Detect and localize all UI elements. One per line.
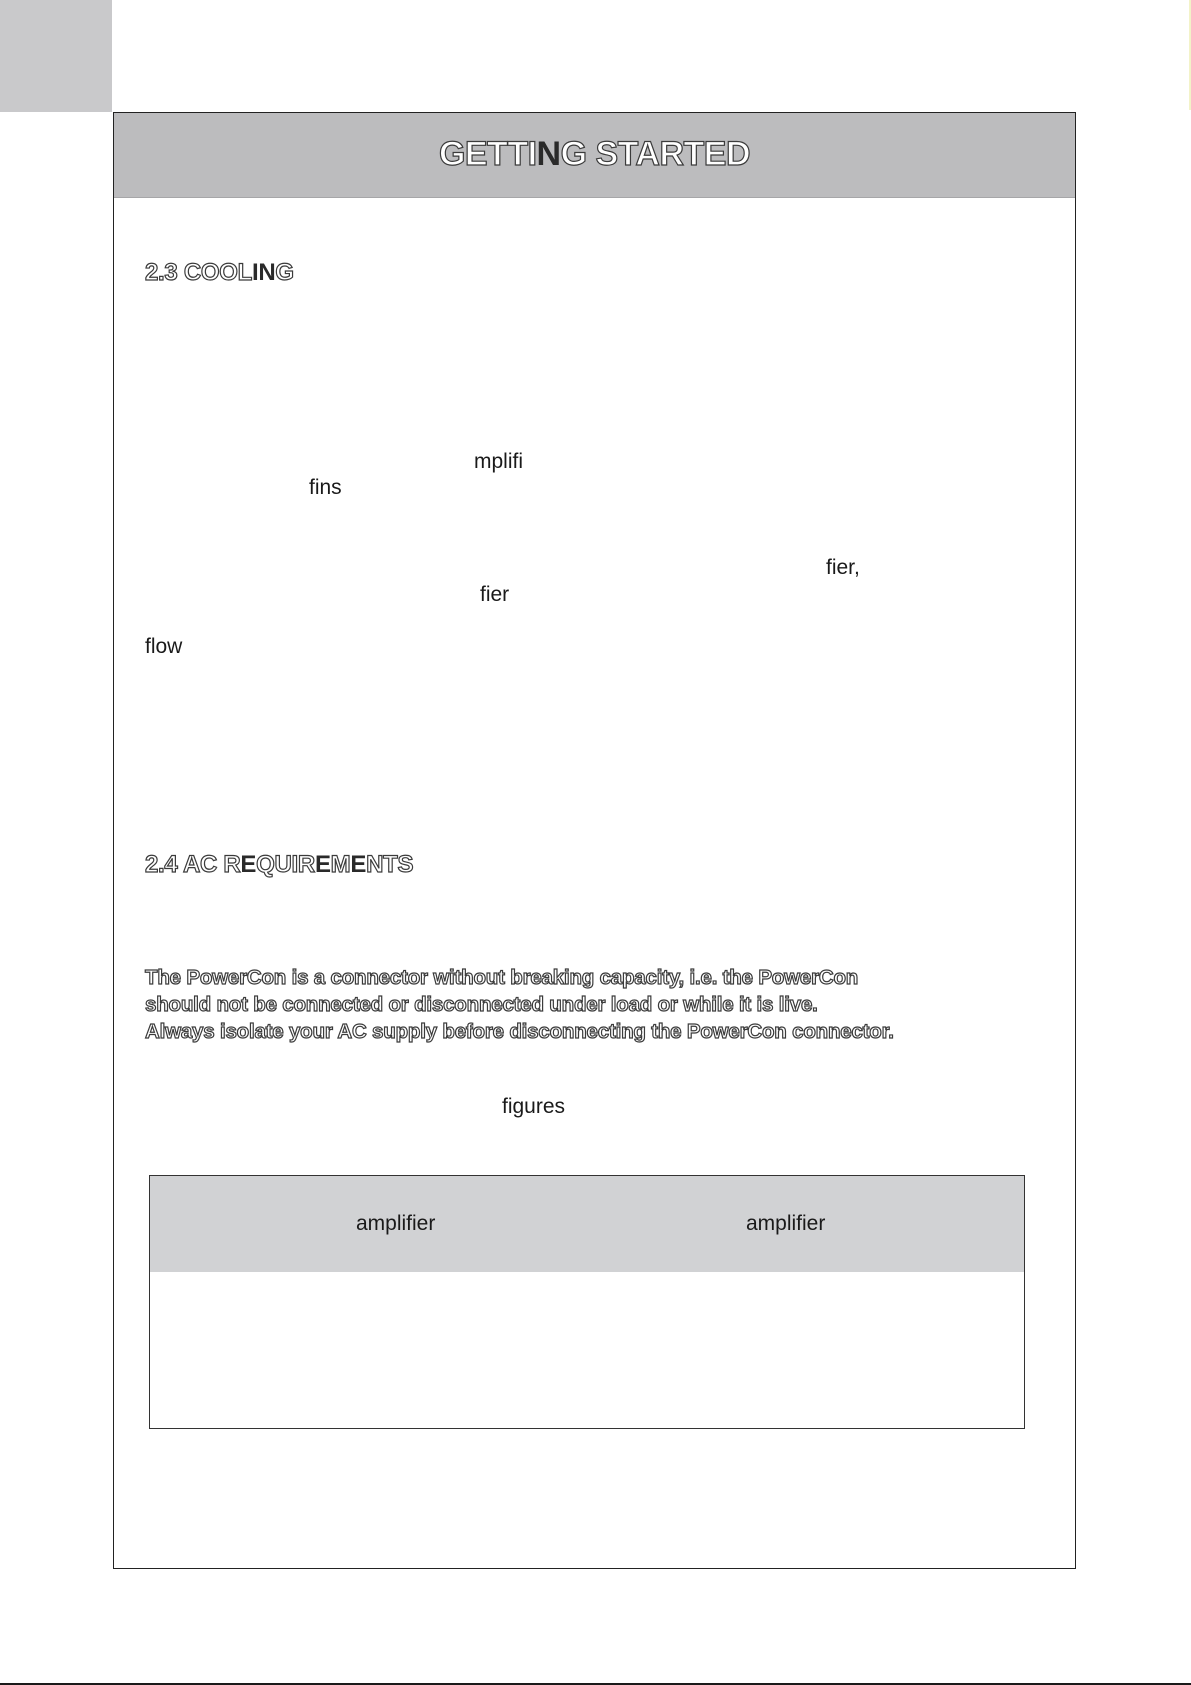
- power-spec-table: [149, 1175, 1025, 1429]
- powercon-notice: [145, 964, 894, 1045]
- cooling-heading: [145, 259, 294, 287]
- notice-line: should not be connected or disconnected under load or while it is live.: [145, 993, 818, 1016]
- heading-part: QUIR: [256, 851, 315, 878]
- corner-tab: [0, 0, 112, 112]
- heading-bold: IN: [251, 259, 276, 286]
- heading-part: M: [330, 851, 351, 878]
- heading-part: 2.4 AC R: [145, 851, 241, 878]
- page-frame: [113, 112, 1076, 1569]
- text-fragment: fier,: [826, 556, 860, 579]
- text-fragment: flow: [145, 635, 183, 658]
- table-column-header: amplifier: [356, 1212, 436, 1235]
- title-part: G STARTED: [560, 135, 751, 173]
- page-title: [114, 135, 1075, 174]
- notice-line: The PowerCon is a connector without breaking capacity, i.e. the PowerCon: [145, 966, 859, 989]
- ac-requirements-heading: [145, 851, 413, 879]
- header-band: [114, 113, 1075, 198]
- title-bold-letter: N: [536, 135, 561, 173]
- heading-bold: E: [240, 851, 257, 878]
- text-fragment: mplifi: [474, 450, 524, 473]
- heading-bold: E: [350, 851, 367, 878]
- title-part: GETTI: [438, 135, 537, 173]
- table-header-row: [150, 1176, 1024, 1272]
- heading-part: 2.3 COOL: [145, 259, 252, 286]
- heading-part: NTS: [366, 851, 414, 878]
- heading-bold: E: [314, 851, 331, 878]
- notice-line: Always isolate your AC supply before disconnecting the PowerCon connector.: [145, 1020, 894, 1043]
- text-fragment: figures: [502, 1095, 566, 1118]
- text-fragment: fier: [480, 583, 510, 606]
- table-column-header: amplifier: [746, 1212, 826, 1235]
- heading-part: G: [275, 259, 294, 286]
- text-fragment: fins: [309, 476, 342, 499]
